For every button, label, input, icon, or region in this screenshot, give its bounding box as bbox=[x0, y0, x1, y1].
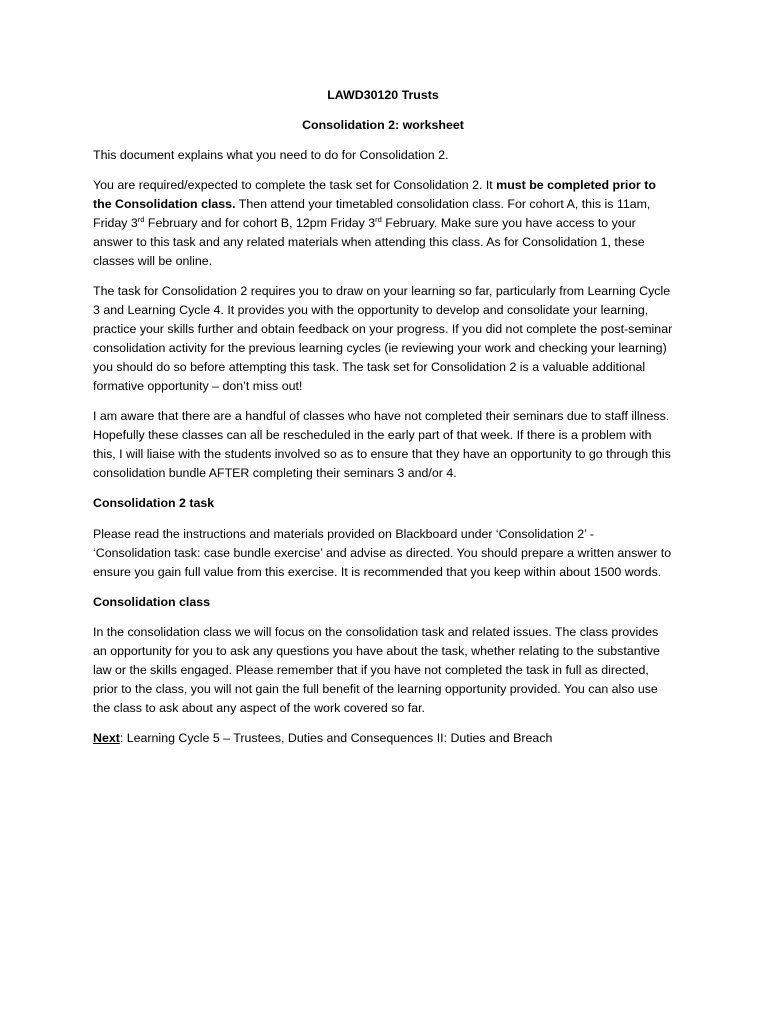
requirements-emphasis: must be completed prior to the Consolidation class. bbox=[93, 178, 656, 212]
document-subtitle: Consolidation 2: worksheet bbox=[302, 117, 464, 132]
intro-paragraph: This document explains what you need to do for Consolidation 2. bbox=[93, 147, 449, 162]
next-text: : Learning Cycle 5 – Trustees, Duties and Consequences II: Duties and Breach bbox=[119, 731, 553, 746]
requirements-text-4: February. Make sure you have access to your answer to this task and any related materials when attending this class. As for Consolidation 1, these classes will be online. bbox=[93, 216, 645, 268]
requirements-paragraph bbox=[93, 176, 673, 271]
consolidation-class-heading: Consolidation class bbox=[93, 594, 211, 609]
consolidation-task-heading: Consolidation 2 task bbox=[93, 496, 215, 511]
next-label: Next bbox=[93, 731, 120, 746]
staff-illness-paragraph: I am aware that there are a handful of classes who have not completed their seminars due to staff illness. Hopefully these classes can all be rescheduled in the early part of that week. If there is a problem with this, I will liaise with the students involved so as to ensure that they have an opportunity to go through this consolidation bundle AFTER completing their seminars 3 and/or 4. bbox=[93, 409, 671, 480]
ordinal-suffix-1: rd bbox=[137, 215, 145, 225]
requirements-text-1: You are required/expected to complete the task set for Consolidation 2. It bbox=[93, 178, 497, 193]
consolidation-task-paragraph: Please read the instructions and materials provided on Blackboard under ‘Consolidation 2’ - ‘Consolidation task: case bundle exercise’ and advise as directed. You should prepare a written answer to ensure you gain full value from this exercise. It is recommended that you keep within about 1500 words. bbox=[93, 526, 672, 579]
document-title: LAWD30120 Trusts bbox=[327, 88, 439, 102]
task-overview-paragraph: The task for Consolidation 2 requires you to draw on your learning so far, particularly from Learning Cycle 3 and Learning Cycle 4. It provides you with the opportunity to develop and consolidate your learning, practice your skills further and obtain feedback on your progress. If you did not complete the post-seminar consolidation activity for the previous learning cycles (ie reviewing your work and checking your learning) you should do so before attempting this task. The task set for Consolidation 2 is a valuable additional formative opportunity – don’t miss out! bbox=[93, 284, 673, 393]
consolidation-class-paragraph: In the consolidation class we will focus on the consolidation task and related issues. The class provides an opportunity for you to ask any questions you have about the task, whether relating to the substantive law or the skills engaged. Please remember that if you have not completed the task in full as directed, prior to the class, you will not gain the full benefit of the learning opportunity provided. You can also use the class to ask about any aspect of the work covered so far. bbox=[93, 625, 660, 715]
ordinal-suffix-2: rd bbox=[375, 215, 382, 225]
document-page bbox=[93, 86, 673, 760]
requirements-text-2: Then attend your timetabled consolidation class. For cohort A, this is 11am, Friday 3 bbox=[93, 197, 651, 231]
next-line bbox=[93, 729, 673, 748]
requirements-text-3: February and for cohort B, 12pm Friday 3 bbox=[144, 216, 376, 231]
